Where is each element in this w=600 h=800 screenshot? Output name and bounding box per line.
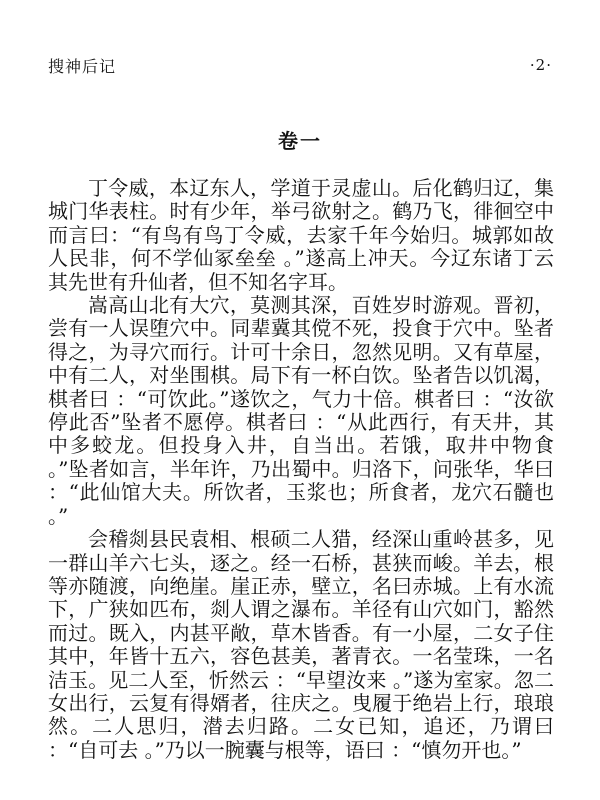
paragraph-songgao-cave: 嵩高山北有大穴，莫测其深，百姓岁时游观。晋初，尝有一人误堕穴中。同辈冀其傥不死，投食于穴中。坠者得之，为寻穴而行。计可十余日，忽然见明。又有草屋，中有二人，对坐围棋。局下有一杯白饮。坠者告以饥渴，棋者曰 ：“可饮此。”遂饮之，气力十倍。棋者曰 ：“汝欲停此否”坠者不愿停。棋者曰 ：“从此西行，有天井，其中多蛟龙。但投身入井，自当出。若饿，取井中物食 。”坠者如言，半年许，乃出蜀中。归洛下，问张华，华曰 ：“此仙馆大夫。所饮者，玉浆也；所食者，龙穴石髓也 。”	[48, 293, 554, 528]
chapter-title: 卷一	[278, 129, 322, 153]
book-title: 搜神后记	[48, 56, 117, 76]
running-header	[48, 52, 552, 78]
paragraph-ding-lingwei: 丁令威，本辽东人，学道于灵虚山。后化鹤归辽，集城门华表柱。时有少年，举弓欲射之。鹤乃飞，徘徊空中而言曰：“有鸟有鸟丁令威，去家千年今始归。城郭如故人民非，何不学仙冢垒垒 。”遂高上冲天。今辽东诸丁云其先世有升仙者，但不知名字耳。	[48, 176, 554, 294]
body-text	[48, 177, 554, 762]
page-number: ·2·	[529, 56, 552, 74]
paragraph-yuan-xiang-gen-shuo: 会稽剡县民袁相、根硕二人猎，经深山重岭甚多，见一群山羊六七头，逐之。经一石桥，甚狭而峻。羊去，根等亦随渡，向绝崖。崖正赤，壁立，名曰赤城。上有水流下，广狭如匹布，剡人谓之瀑布。羊径有山穴如门，豁然而过。既入，内甚平敞，草木皆香。有一小屋，二女子住其中，年皆十五六，容色甚美，著青衣。一名莹珠，一名洁玉。见二人至，忻然云 ：“早望汝来 。”遂为室家。忽二女出行，云复有得婿者，往庆之。曳履于绝岩上行，琅琅然。二人思归，潜去归路。二女已知，追还，乃谓曰 ：“自可去 。”乃以一腕囊与根等，语曰 ：“慎勿开也。”	[48, 527, 554, 762]
